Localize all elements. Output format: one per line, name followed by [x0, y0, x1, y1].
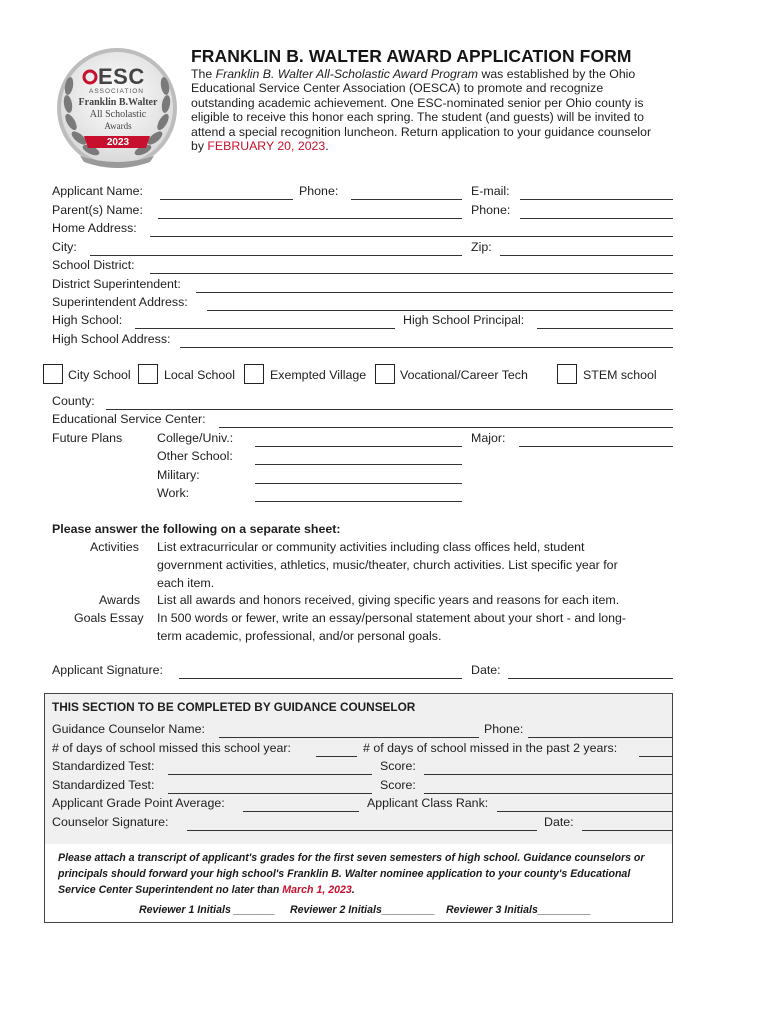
deadline: FEBRUARY 20, 2023	[207, 139, 326, 154]
school-district-label: School District:	[52, 258, 135, 272]
district-superintendent-label: District Superintendent:	[52, 277, 181, 291]
military-label: Military:	[157, 468, 200, 482]
awards-label: Awards	[99, 593, 141, 607]
gpa-label: Applicant Grade Point Average:	[52, 796, 225, 810]
high-school-field[interactable]	[135, 328, 395, 329]
logo-line1: Franklin B.Walter	[78, 97, 158, 108]
major-label: Major:	[471, 431, 506, 445]
major-field[interactable]	[519, 446, 673, 447]
goals-essay-text-1: In 500 words or fewer, write an essay/personal statement about your short - and long-	[157, 611, 627, 625]
reviewer-1-initials[interactable]: Reviewer 1 Initials _______	[139, 904, 276, 916]
class-rank-label: Applicant Class Rank:	[367, 796, 489, 810]
counselor-phone-field[interactable]	[528, 737, 673, 738]
high-school-address-field[interactable]	[180, 347, 673, 348]
gpa-field[interactable]	[243, 811, 359, 812]
logo-year: 2023	[106, 137, 130, 148]
phone-field[interactable]	[351, 199, 462, 200]
standardized-test-2-label: Standardized Test:	[52, 778, 155, 792]
city-label: City:	[52, 240, 77, 254]
high-school-principal-field[interactable]	[537, 328, 673, 329]
awards-text: List all awards and honors received, giving specific years and reasons for each item.	[157, 593, 620, 607]
home-address-label: Home Address:	[52, 221, 137, 235]
counselor-name-field[interactable]	[219, 737, 479, 738]
activities-label: Activities	[90, 540, 139, 554]
local-school-label: Local School	[164, 368, 235, 382]
reviewer-3-initials[interactable]: Reviewer 3 Initials_________	[446, 904, 591, 916]
goals-essay-text-2: term academic, professional, and/or personal goals.	[157, 629, 442, 643]
transcript-note: Please attach a transcript of applicant's grades for the first seven semesters of high school. Guidance counselors or principals should forward your high school's Franklin B. Walter nominee application to your county's Educational Service Center Superintendent no later than March 1, 2023.	[58, 852, 645, 896]
stem-school-checkbox[interactable]	[557, 364, 577, 384]
applicant-date-field[interactable]	[508, 678, 673, 679]
high-school-label: High School:	[52, 313, 123, 327]
logo-association: ASSOCIATION	[89, 88, 144, 95]
exempted-village-label: Exempted Village	[270, 368, 367, 382]
standardized-test-2-field[interactable]	[168, 793, 372, 794]
district-superintendent-field[interactable]	[196, 292, 673, 293]
county-label: County:	[52, 394, 95, 408]
home-address-field[interactable]	[150, 236, 673, 237]
days-missed-year-field[interactable]	[316, 756, 357, 757]
instructions-heading: Please answer the following on a separate sheet:	[52, 522, 341, 536]
score-2-label: Score:	[380, 778, 416, 792]
activities-text-1: List extracurricular or community activities including class offices held, student	[157, 540, 585, 554]
logo-brand: ESC	[98, 64, 145, 89]
superintendent-address-field[interactable]	[207, 310, 673, 311]
military-field[interactable]	[255, 483, 462, 484]
vocational-career-tech-checkbox[interactable]	[375, 364, 395, 384]
zip-label: Zip:	[471, 240, 492, 254]
score-1-label: Score:	[380, 759, 416, 773]
other-school-label: Other School:	[157, 449, 233, 463]
esc-awards-logo	[50, 44, 185, 179]
high-school-address-label: High School Address:	[52, 332, 171, 346]
reviewer-2-initials[interactable]: Reviewer 2 Initials_________	[290, 904, 435, 916]
counselor-deadline: March 1, 2023	[282, 884, 352, 896]
days-missed-two-years-label: # of days of school missed in the past 2 years:	[363, 741, 618, 755]
activities-text-3: each item.	[157, 576, 215, 590]
vocational-career-tech-label: Vocational/Career Tech	[400, 368, 528, 382]
applicant-name-label: Applicant Name:	[52, 184, 143, 198]
class-rank-field[interactable]	[497, 811, 673, 812]
counselor-date-field[interactable]	[582, 830, 673, 831]
county-field[interactable]	[106, 409, 673, 410]
counselor-heading: THIS SECTION TO BE COMPLETED BY GUIDANCE COUNSELOR	[52, 700, 416, 714]
zip-field[interactable]	[500, 255, 673, 256]
superintendent-address-label: Superintendent Address:	[52, 295, 188, 309]
future-plans-label: Future Plans	[52, 431, 123, 445]
intro-paragraph: The Franklin B. Walter All-Scholastic Award Program was established by the Ohio Educational Service Center Association (OESCA) to promote and recognize outstanding academic achievement. One ESC-nominated senior per Ohio county is eligible to receive this honor each spring. The student (and guests) will be invited to attend a special recognition luncheon. Return application to your guidance counselor by FEBRUARY 20, 2023.	[191, 67, 652, 154]
form-title: FRANKLIN B. WALTER AWARD APPLICATION FORM	[191, 46, 632, 66]
parents-name-label: Parent(s) Name:	[52, 203, 143, 217]
standardized-test-1-label: Standardized Test:	[52, 759, 155, 773]
city-field[interactable]	[90, 255, 462, 256]
applicant-name-field[interactable]	[160, 199, 293, 200]
email-field[interactable]	[520, 199, 673, 200]
school-district-field[interactable]	[150, 273, 673, 274]
applicant-signature-field[interactable]	[179, 678, 462, 679]
esc-label: Educational Service Center:	[52, 412, 206, 426]
counselor-date-label: Date:	[544, 815, 574, 829]
exempted-village-checkbox[interactable]	[244, 364, 264, 384]
city-school-label: City School	[68, 368, 131, 382]
college-field[interactable]	[255, 446, 462, 447]
counselor-signature-label: Counselor Signature:	[52, 815, 169, 829]
standardized-test-1-field[interactable]	[168, 774, 372, 775]
goals-essay-label: Goals Essay	[74, 611, 144, 625]
applicant-date-label: Date:	[471, 663, 501, 677]
counselor-signature-field[interactable]	[187, 830, 537, 831]
college-label: College/Univ.:	[157, 431, 234, 445]
activities-text-2: government activities, athletics, music/theater, church activities. List specific year for	[157, 558, 618, 572]
stem-school-label: STEM school	[583, 368, 657, 382]
parent-phone-label: Phone:	[471, 203, 511, 217]
days-missed-two-years-field[interactable]	[639, 756, 673, 757]
local-school-checkbox[interactable]	[138, 364, 158, 384]
counselor-name-label: Guidance Counselor Name:	[52, 722, 205, 736]
score-1-field[interactable]	[424, 774, 673, 775]
phone-label: Phone:	[299, 184, 339, 198]
logo-line3: Awards	[104, 121, 132, 131]
program-name: Franklin B. Walter All-Scholastic Award Program	[215, 67, 479, 81]
counselor-phone-label: Phone:	[484, 722, 524, 736]
logo-line2: All Scholastic	[89, 109, 147, 120]
other-school-field[interactable]	[255, 464, 462, 465]
esc-field[interactable]	[219, 427, 673, 428]
applicant-signature-label: Applicant Signature:	[52, 663, 163, 677]
days-missed-year-label: # of days of school missed this school year:	[52, 741, 291, 755]
city-school-checkbox[interactable]	[43, 364, 63, 384]
high-school-principal-label: High School Principal:	[403, 313, 525, 327]
parent-phone-field[interactable]	[520, 218, 673, 219]
work-label: Work:	[157, 486, 190, 500]
parents-name-field[interactable]	[158, 218, 462, 219]
score-2-field[interactable]	[424, 793, 673, 794]
email-label: E-mail:	[471, 184, 510, 198]
work-field[interactable]	[255, 501, 462, 502]
